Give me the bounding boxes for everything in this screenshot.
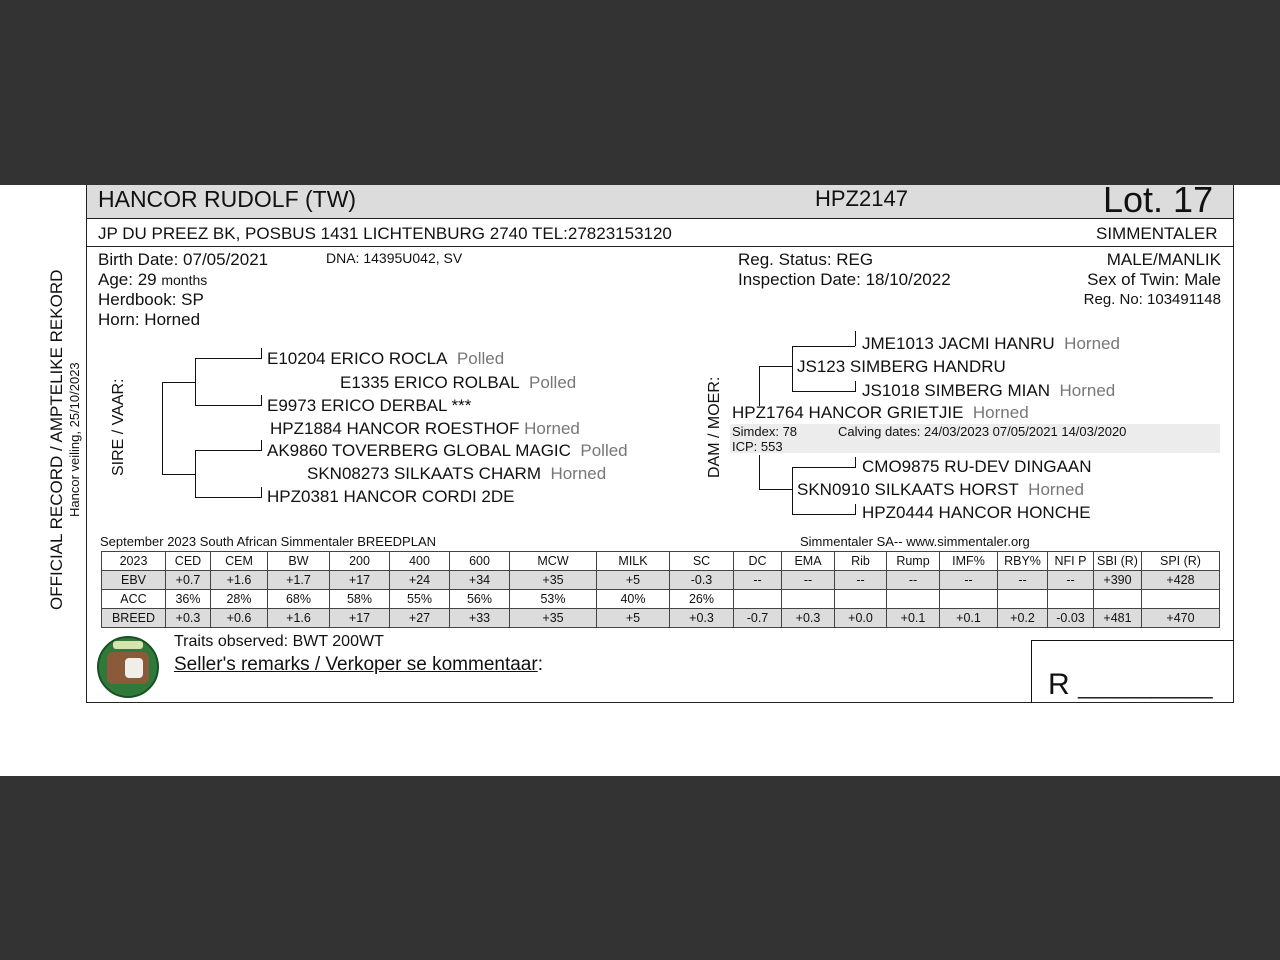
horn-status: Horned bbox=[524, 419, 580, 438]
pedigree-dam bbox=[732, 403, 1029, 423]
table-cell: +1.7 bbox=[268, 571, 330, 590]
table-cell: EBV bbox=[102, 571, 166, 590]
table-cell: Rump bbox=[887, 552, 940, 571]
inspection-date: Inspection Date: 18/10/2022 bbox=[738, 270, 951, 289]
reg-number: Reg. No: 103491148 bbox=[1083, 291, 1221, 308]
table-cell: +0.1 bbox=[940, 609, 998, 628]
table-cell: +0.7 bbox=[166, 571, 211, 590]
table-cell: DC bbox=[734, 552, 782, 571]
remarks-colon: : bbox=[537, 654, 543, 675]
pedigree-dam-gs bbox=[797, 357, 1006, 377]
table-cell: -- bbox=[782, 571, 835, 590]
table-cell: CEM bbox=[211, 552, 268, 571]
pedigree-sire-dam-sire bbox=[267, 441, 628, 461]
table-cell: +481 bbox=[1094, 609, 1142, 628]
dam-label: DAM / MOER: bbox=[706, 376, 723, 478]
horn-status: Horned bbox=[1064, 334, 1120, 353]
table-cell bbox=[1048, 590, 1094, 609]
table-cell: 600 bbox=[450, 552, 510, 571]
pedigree-name: HPZ0381 HANCOR CORDI 2DE bbox=[267, 487, 515, 506]
animal-id: HPZ2147 bbox=[815, 186, 908, 211]
pedigree-name: HPZ1764 HANCOR GRIETJIE bbox=[732, 403, 964, 422]
table-cell: RBY% bbox=[998, 552, 1048, 571]
owner-address: JP DU PREEZ BK, POSBUS 1431 LICHTENBURG 2740 TEL:27823153120 bbox=[98, 224, 672, 243]
pedigree-name: CMO9875 RU-DEV DINGAAN bbox=[862, 457, 1092, 476]
table-cell: Rib bbox=[835, 552, 887, 571]
pedigree-name: JS1018 SIMBERG MIAN bbox=[862, 381, 1051, 400]
breed-name: SIMMENTALER bbox=[1096, 224, 1218, 243]
pedigree-sire-dam-dam bbox=[267, 487, 515, 507]
lot-number: Lot. 17 bbox=[1103, 179, 1214, 220]
table-cell: 36% bbox=[166, 590, 211, 609]
table-cell bbox=[835, 590, 887, 609]
pedigree-sire-gd bbox=[267, 396, 471, 416]
table-cell: +1.6 bbox=[211, 571, 268, 590]
table-cell: NFI P bbox=[1048, 552, 1094, 571]
pedigree-name: HPZ0444 HANCOR HONCHE bbox=[862, 503, 1091, 522]
breedplan-source: Simmentaler SA-- www.simmentaler.org bbox=[800, 534, 1030, 549]
pedigree-name: SKN08273 SILKAATS CHARM bbox=[307, 464, 541, 483]
table-cell: +0.6 bbox=[211, 609, 268, 628]
price-prefix: R bbox=[1048, 668, 1070, 701]
table-cell: MCW bbox=[510, 552, 597, 571]
table-cell: +17 bbox=[330, 609, 390, 628]
table-cell: -0.03 bbox=[1048, 609, 1094, 628]
table-cell: -0.7 bbox=[734, 609, 782, 628]
table-cell: +428 bbox=[1142, 571, 1220, 590]
table-cell: +470 bbox=[1142, 609, 1220, 628]
breedplan-title: September 2023 South African Simmentaler BREEDPLAN bbox=[100, 534, 437, 549]
table-cell: 400 bbox=[390, 552, 450, 571]
table-cell: -- bbox=[940, 571, 998, 590]
table-cell: 55% bbox=[390, 590, 450, 609]
table-header-row bbox=[102, 552, 1220, 571]
table-cell: 40% bbox=[597, 590, 670, 609]
table-cell: 53% bbox=[510, 590, 597, 609]
table-cell: ACC bbox=[102, 590, 166, 609]
table-cell: +390 bbox=[1094, 571, 1142, 590]
table-cell: +34 bbox=[450, 571, 510, 590]
table-cell: -0.3 bbox=[670, 571, 734, 590]
animal-name: HANCOR RUDOLF (TW) bbox=[98, 186, 357, 212]
table-cell: +0.3 bbox=[166, 609, 211, 628]
pedigree-name: SKN0910 SILKAATS HORST bbox=[797, 480, 1019, 499]
table-cell: +0.1 bbox=[887, 609, 940, 628]
price-field[interactable] bbox=[1048, 668, 1213, 702]
pedigree-name: JME1013 JACMI HANRU bbox=[862, 334, 1055, 353]
pedigree-name: JS123 SIMBERG HANDRU bbox=[797, 357, 1006, 376]
dna-info: DNA: 14395U042, SV bbox=[326, 250, 463, 266]
age-unit: months bbox=[161, 272, 208, 288]
table-cell: +33 bbox=[450, 609, 510, 628]
horn-status: Horned bbox=[1028, 480, 1084, 499]
sale-label: Hancor veiling, 25/10/2023 bbox=[67, 362, 82, 518]
icp: ICP: 553 bbox=[732, 439, 783, 454]
pedigree-sire-gs bbox=[340, 373, 576, 393]
table-cell: +0.3 bbox=[782, 609, 835, 628]
table-cell: +24 bbox=[390, 571, 450, 590]
horn-status: Polled bbox=[456, 349, 505, 368]
table-cell: SPI (R) bbox=[1142, 552, 1220, 571]
table-cell bbox=[734, 590, 782, 609]
table-cell bbox=[1094, 590, 1142, 609]
seller-remarks bbox=[174, 654, 543, 676]
simmentaler-logo-icon bbox=[97, 636, 159, 698]
birth-date: Birth Date: 07/05/2021 bbox=[98, 250, 269, 269]
horn-status: Polled bbox=[528, 373, 577, 392]
table-row-acc bbox=[102, 590, 1220, 609]
table-cell: 28% bbox=[211, 590, 268, 609]
pedigree-sire-dam bbox=[307, 464, 606, 484]
pedigree-dam-gsd bbox=[862, 381, 1115, 401]
table-cell: +5 bbox=[597, 609, 670, 628]
table-cell bbox=[998, 590, 1048, 609]
sex-of-twin: Sex of Twin: Male bbox=[1087, 270, 1221, 289]
table-cell: 68% bbox=[268, 590, 330, 609]
table-cell: 2023 bbox=[102, 552, 166, 571]
table-cell: 58% bbox=[330, 590, 390, 609]
table-cell bbox=[940, 590, 998, 609]
table-cell: -- bbox=[1048, 571, 1094, 590]
table-cell: CED bbox=[166, 552, 211, 571]
age-value: Age: 29 bbox=[98, 270, 157, 289]
official-record-label: OFFICIAL RECORD / AMPTELIKE REKORD bbox=[47, 269, 66, 611]
table-row-breed bbox=[102, 609, 1220, 628]
remarks-label: Seller's remarks / Verkoper se kommentaar bbox=[174, 654, 538, 675]
table-cell: MILK bbox=[597, 552, 670, 571]
horn-status: Horn: Horned bbox=[98, 310, 201, 329]
pedigree-dam-gss bbox=[862, 334, 1120, 354]
pedigree-sire bbox=[270, 419, 580, 439]
table-cell: BREED bbox=[102, 609, 166, 628]
horn-status: Horned bbox=[972, 403, 1029, 422]
horn-status: Horned bbox=[1059, 381, 1116, 400]
pedigree-name: E9973 ERICO DERBAL *** bbox=[267, 396, 472, 415]
calving-dates: Calving dates: 24/03/2023 07/05/2021 14/03/2020 bbox=[838, 424, 1127, 439]
table-cell: -- bbox=[835, 571, 887, 590]
age bbox=[98, 270, 207, 290]
reg-status: Reg. Status: REG bbox=[738, 250, 874, 269]
table-cell: +0.2 bbox=[998, 609, 1048, 628]
table-cell: +5 bbox=[597, 571, 670, 590]
table-cell: +27 bbox=[390, 609, 450, 628]
table-cell bbox=[887, 590, 940, 609]
simdex: Simdex: 78 bbox=[732, 424, 798, 439]
catalogue-card bbox=[0, 179, 1280, 776]
table-cell: IMF% bbox=[940, 552, 998, 571]
table-cell: +35 bbox=[510, 571, 597, 590]
pedigree-dam-gds bbox=[862, 457, 1092, 477]
table-cell: +35 bbox=[510, 609, 597, 628]
table-cell: SC bbox=[670, 552, 734, 571]
performance-table bbox=[101, 551, 1220, 628]
pedigree-name: HPZ1884 HANCOR ROESTHOF bbox=[270, 419, 520, 438]
table-cell: 26% bbox=[670, 590, 734, 609]
table-cell: +0.0 bbox=[835, 609, 887, 628]
pedigree-name: E1335 ERICO ROLBAL bbox=[340, 373, 520, 392]
table-row-ebv bbox=[102, 571, 1220, 590]
pedigree-sire-sire bbox=[267, 349, 504, 369]
sire-label: SIRE / VAAR: bbox=[110, 378, 127, 476]
table-cell: +1.6 bbox=[268, 609, 330, 628]
table-cell: -- bbox=[734, 571, 782, 590]
table-cell bbox=[782, 590, 835, 609]
pedigree-name: AK9860 TOVERBERG GLOBAL MAGIC bbox=[267, 441, 571, 460]
sex: MALE/MANLIK bbox=[1106, 250, 1221, 269]
traits-observed: Traits observed: BWT 200WT bbox=[174, 633, 384, 650]
table-cell: EMA bbox=[782, 552, 835, 571]
horn-status: Horned bbox=[550, 464, 607, 483]
herdbook: Herdbook: SP bbox=[98, 290, 204, 309]
table-cell: +0.3 bbox=[670, 609, 734, 628]
pedigree-dam-gd bbox=[797, 480, 1084, 500]
horn-status: Polled bbox=[580, 441, 628, 460]
table-cell: -- bbox=[998, 571, 1048, 590]
table-cell bbox=[1142, 590, 1220, 609]
price-blank: ___________ bbox=[1078, 674, 1213, 699]
table-cell: BW bbox=[268, 552, 330, 571]
table-cell: 200 bbox=[330, 552, 390, 571]
pedigree-name: E10204 ERICO ROCLA bbox=[267, 349, 448, 368]
table-cell: 56% bbox=[450, 590, 510, 609]
pedigree-dam-gdd bbox=[862, 503, 1091, 523]
table-cell: -- bbox=[887, 571, 940, 590]
table-cell: SBI (R) bbox=[1094, 552, 1142, 571]
table-cell: +17 bbox=[330, 571, 390, 590]
